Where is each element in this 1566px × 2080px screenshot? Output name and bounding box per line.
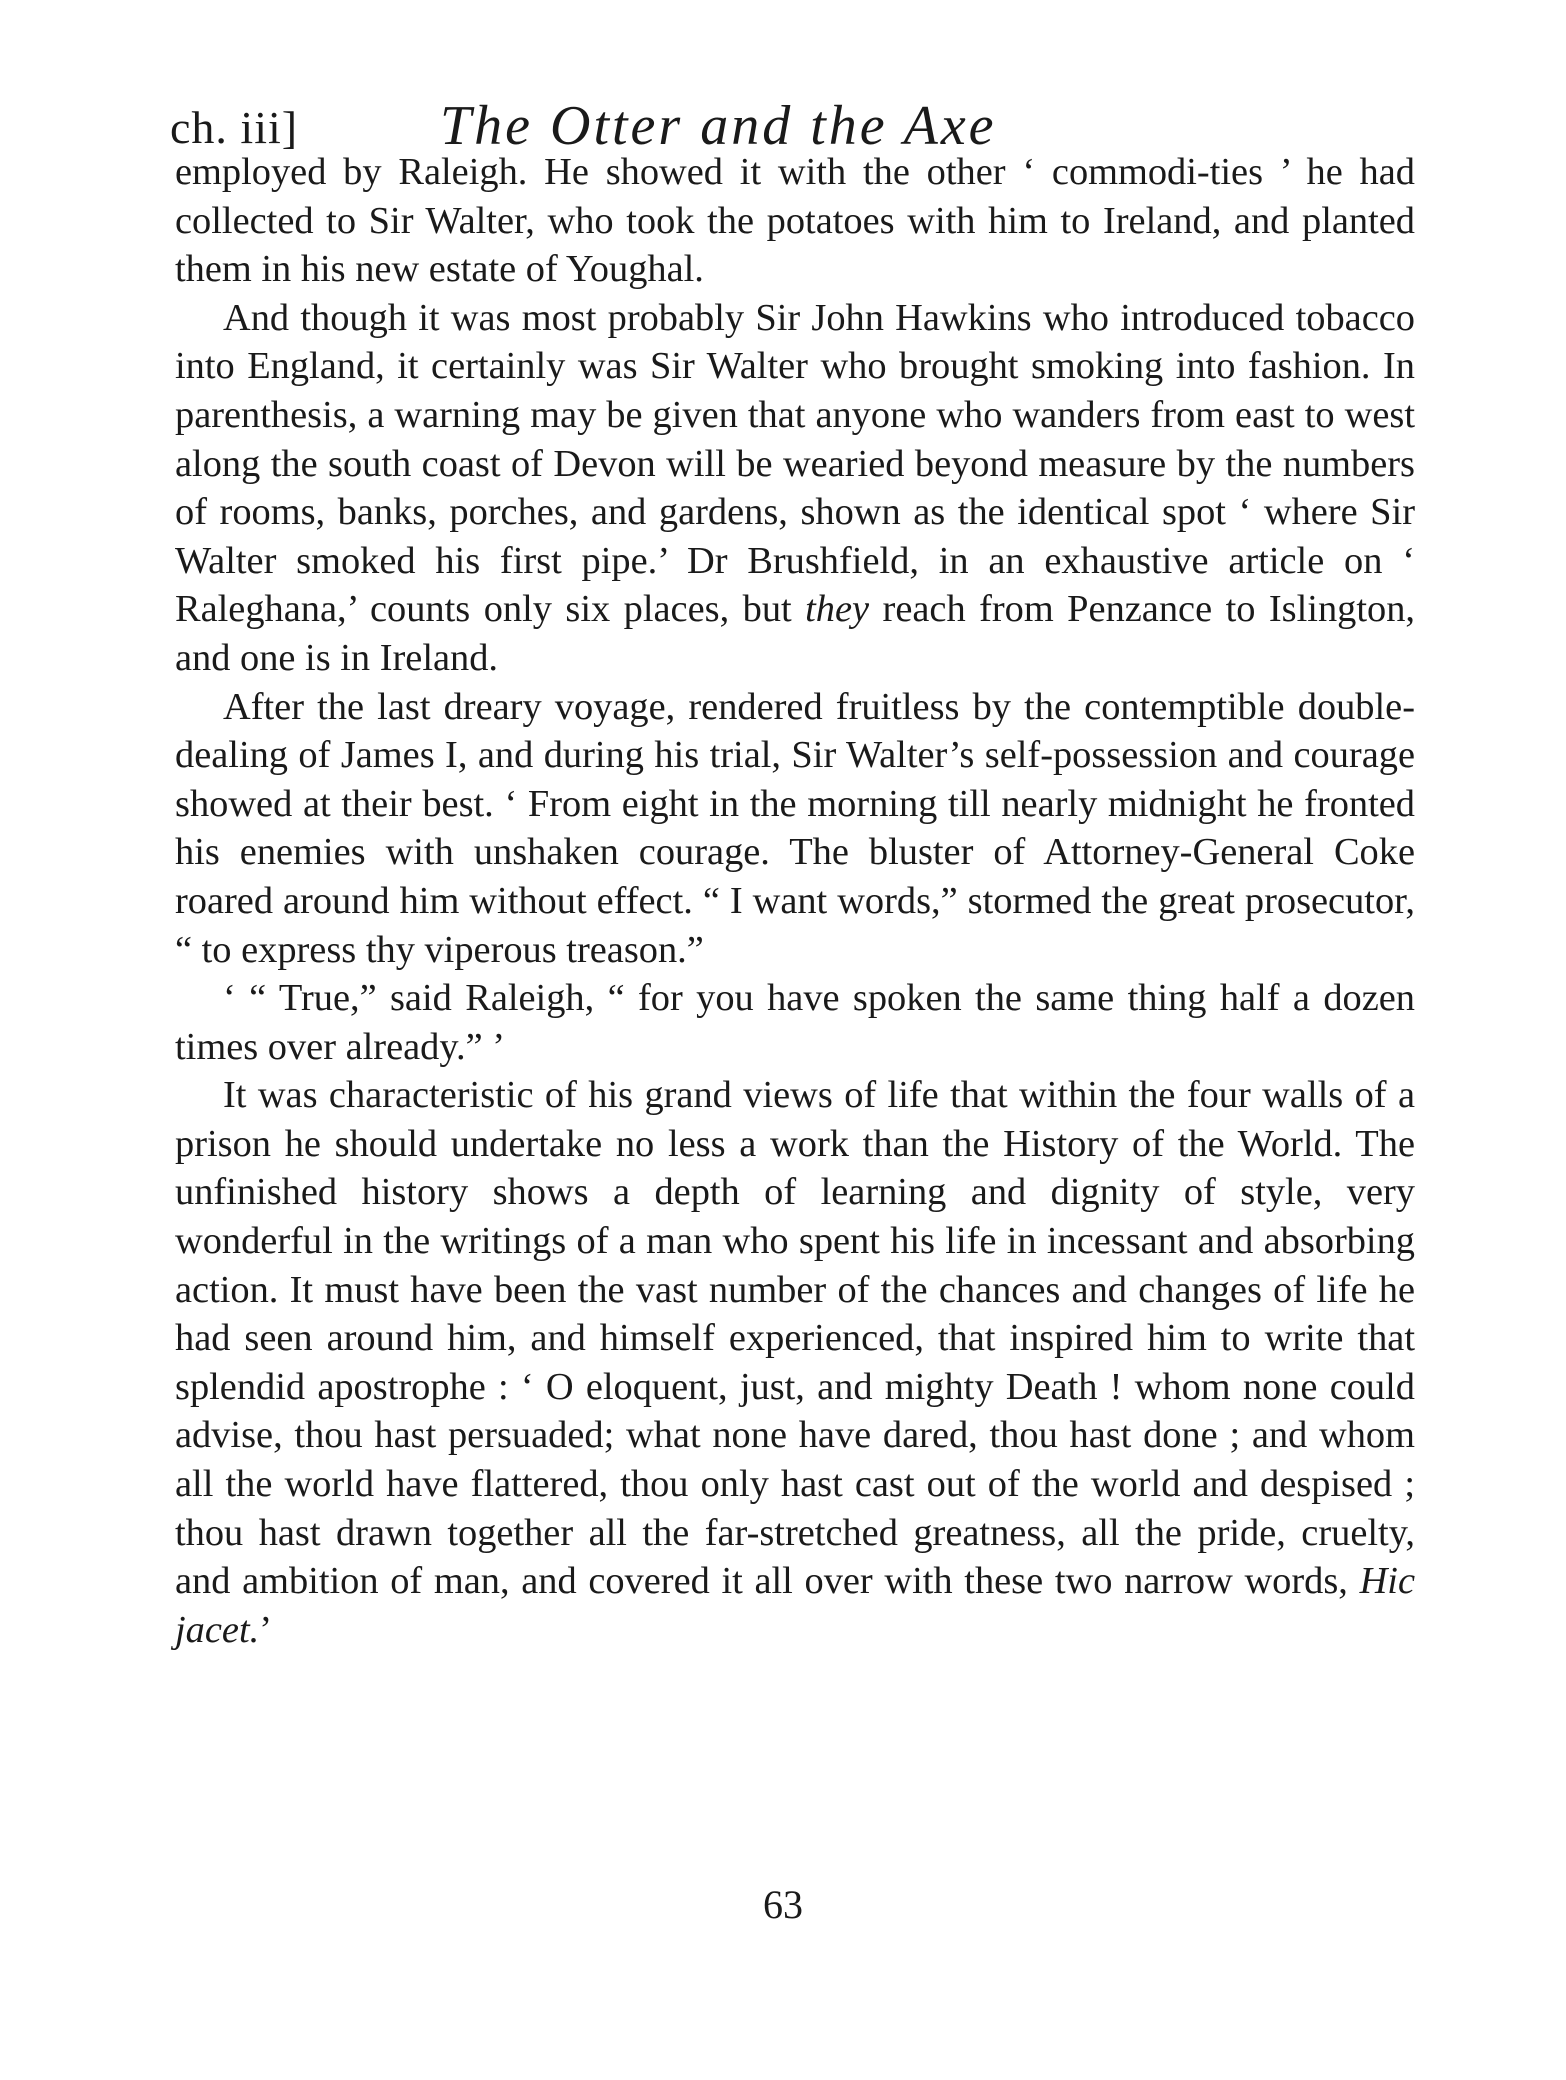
paragraph: [175, 683, 1415, 975]
text-run: employed by Raleigh. He showed it with the other ‘ commodi-ties ’ he had collected to Sir Walter, who took the potatoes with him to Ireland, and planted them in his new estate of Youghal.: [175, 151, 1415, 291]
text-run: After the last dreary voyage, rendered fruitless by the contemptible double-dealing of James I, and during his trial, Sir Walter’s self-possession and courage showed at their best. ‘ From eight in the morning till nearly midnight he fronted his enemies with unshaken courage. The bluster of Attorney-General Coke roared around him without effect. “ I want words,” stormed the great prosecutor, “ to express thy viperous treason.”: [175, 685, 1415, 971]
chapter-marker: ch. iii]: [170, 102, 299, 153]
page-number: 63: [763, 1882, 803, 1927]
body-text: [175, 148, 1415, 1654]
italic-text: they: [805, 588, 870, 631]
text-run: And though it was most probably Sir John Hawkins who introduced tobacco into England, it certainly was Sir Walter who brought smoking into fashion. In parenthesis, a warning may be given that anyone who wanders from east to west along the south coast of Devon will be wearied beyond measure by the numbers of rooms, banks, porches, and gardens, shown as the identical spot ‘ where Sir Walter smoked his first pipe.’ Dr Brushfield, in an exhaustive article on ‘ Raleghana,’ counts only six places, but: [175, 296, 1415, 631]
text-run: ’: [259, 1608, 273, 1651]
paragraph: [175, 1071, 1415, 1654]
book-title: The Otter and the Axe: [440, 95, 997, 157]
text-run: reach from Penzance to Islington, and one is in Ireland.: [175, 588, 1415, 679]
text-run: It was characteristic of his grand views of life that within the four walls of a prison he should undertake no less a work than the History of the World. The unfinished history shows a depth of learning and dignity of style, very wonderful in the writings of a man who spent his life in incessant and absorbing action. It must have been the vast number of the chances and changes of life he had seen around him, and himself experienced, that inspired him to write that splendid apostrophe : ‘ O eloquent, just, and mighty Death ! whom none could advise, thou hast persuaded; what none have dared, thou hast done ; and whom all the world have flattered, thou only hast cast out of the world and despised ; thou hast drawn together all the far-stretched greatness, all the pride, cruelty, and ambition of man, and covered it all over with these two narrow words,: [175, 1074, 1415, 1603]
italic-text: Hic jacet.: [175, 1560, 1415, 1651]
text-run: ‘ “ True,” said Raleigh, “ for you have spoken the same thing half a dozen times over already.” ’: [175, 977, 1415, 1068]
paragraph: [175, 294, 1415, 683]
paragraph: [175, 974, 1415, 1071]
paragraph: [175, 148, 1415, 294]
